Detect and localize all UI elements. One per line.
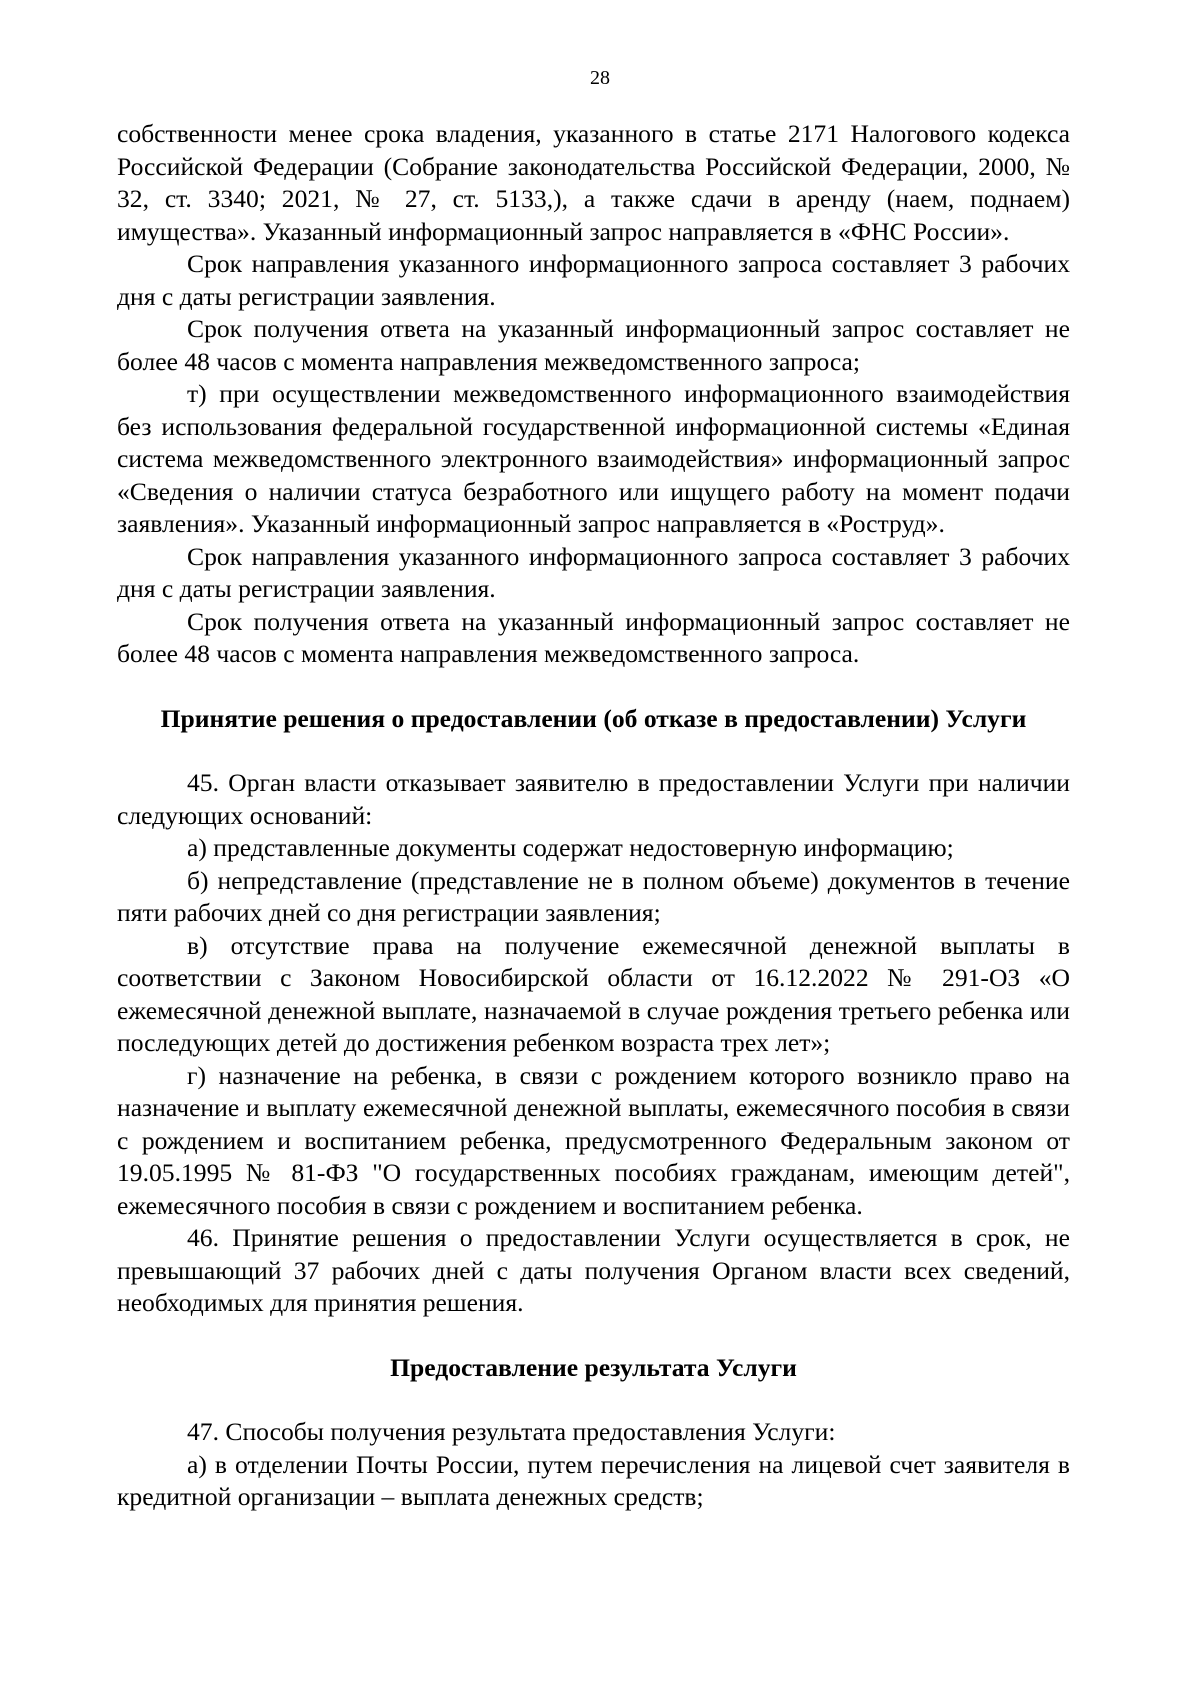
paragraph: Срок направления указанного информационного запроса составляет 3 рабочих дня с даты регистрации заявления. xyxy=(117,541,1070,603)
paragraph-item-46: 46. Принятие решения о предоставлении Услуги осуществляется в срок, не превышающий 37 рабочих дней с даты получения Органом власти всех сведений, необходимых для принятия решения. xyxy=(117,1223,1070,1317)
paragraph-item-a: а) представленные документы содержат недостоверную информацию; xyxy=(187,833,954,862)
document-body xyxy=(117,118,1070,1514)
paragraph-item-t: т) при осуществлении межведомственного информационного взаимодействия без использования федеральной государственной информационной системы «Единая система межведомственного электронного взаимодействия» информационный запрос «Сведения о наличии статуса безработного или ищущего работу на момент подачи заявления». Указанный информационный запрос направляется в «Роструд». xyxy=(117,379,1070,538)
spacer xyxy=(117,1320,1070,1352)
paragraph-item-b: б) непредставление (представление не в полном объеме) документов в течение пяти рабочих дней со дня регистрации заявления; xyxy=(117,865,1070,927)
page-number: 28 xyxy=(590,67,610,89)
spacer xyxy=(117,735,1070,767)
paragraph: Срок направления указанного информационного запроса составляет 3 рабочих дня с даты регистрации заявления. xyxy=(117,249,1070,311)
paragraph-item-g: г) назначение на ребенка, в связи с рождением которого возникло право на назначение и выплату ежемесячной денежной выплаты, ежемесячного пособия в связи с рождением и воспитанием ребенка, предусмотренного Федеральным законом от 19.05.1995 № 81-ФЗ "О государственных пособиях гражданам, имеющим детей", ежемесячного пособия в связи с рождением и воспитанием ребенка. xyxy=(117,1060,1070,1220)
paragraph: Срок получения ответа на указанный информационный запрос составляет не более 48 часов с момента направления межведомственного запроса; xyxy=(117,314,1070,376)
paragraph-item-a: а) в отделении Почты России, путем перечисления на лицевой счет заявителя в кредитной организации – выплата денежных средств; xyxy=(117,1449,1070,1511)
section-heading-decision: Принятие решения о предоставлении (об отказе в предоставлении) Услуги xyxy=(160,703,1027,733)
spacer xyxy=(117,671,1070,703)
paragraph-item-47: 47. Способы получения результата предоставления Услуги: xyxy=(187,1417,836,1446)
paragraph-continuation: собственности менее срока владения, указанного в статье 2171 Налогового кодекса Российской Федерации (Собрание законодательства Российской Федерации, 2000, № 32, ст. 3340; 2021, № 27, ст. 5133,), а также сдачи в аренду (наем, поднаем) имущества». Указанный информационный запрос направляется в «ФНС России». xyxy=(117,119,1070,246)
section-heading-result: Предоставление результата Услуги xyxy=(390,1352,797,1382)
spacer xyxy=(117,1384,1070,1416)
paragraph-item-45: 45. Орган власти отказывает заявителю в предоставлении Услуги при наличии следующих оснований: xyxy=(117,768,1070,830)
paragraph-item-v: в) отсутствие права на получение ежемесячной денежной выплаты в соответствии с Законом Новосибирской области от 16.12.2022 № 291-ОЗ «О ежемесячной денежной выплате, назначаемой в случае рождения третьего ребенка или последующих детей до достижения ребенком возраста трех лет»; xyxy=(117,930,1070,1057)
paragraph: Срок получения ответа на указанный информационный запрос составляет не более 48 часов с момента направления межведомственного запроса. xyxy=(117,606,1070,668)
